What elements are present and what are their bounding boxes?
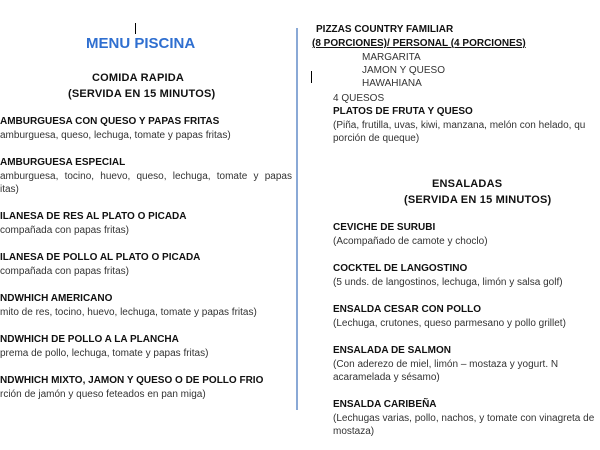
text-cursor — [135, 23, 136, 34]
menu-item-desc: (Con aderezo de miel, limón – mostaza y yogurt. N — [333, 359, 559, 370]
column-divider — [296, 28, 298, 410]
menu-item-name: NDWHICH MIXTO, JAMON Y QUESO O DE POLLO FRIO — [0, 375, 264, 386]
menu-item-name: ILANESA DE RES AL PLATO O PICADA — [0, 211, 187, 222]
menu-item-name: ENSALDA CESAR CON POLLO — [333, 304, 481, 315]
pizza-flavor: MARGARITA — [362, 52, 421, 63]
menu-item-name: ENSALDA CARIBEÑA — [333, 399, 437, 410]
menu-item-desc: rción de jamón y queso feteados en pan miga) — [0, 389, 206, 400]
fruit-plate-desc: (Piña, frutilla, uvas, kiwi, manzana, melón con helado, qu — [333, 120, 586, 131]
pizzas-sizes: (8 PORCIONES)/ PERSONAL (4 PORCIONES) — [312, 38, 526, 49]
menu-item-desc: amburguesa, tocino, huevo, queso, lechuga, tomate y papas — [0, 171, 292, 182]
menu-item-name: AMBURGUESA ESPECIAL — [0, 157, 126, 168]
menu-item-name: COCKTEL DE LANGOSTINO — [333, 263, 468, 274]
menu-item-desc: (Acompañado de camote y choclo) — [333, 236, 488, 247]
pizzas-title: PIZZAS COUNTRY FAMILIAR — [316, 24, 454, 35]
menu-item-desc: (Lechuga, crutones, queso parmesano y pollo grillet) — [333, 318, 566, 329]
menu-item-desc: mostaza) — [333, 426, 375, 437]
menu-item-name: AMBURGUESA CON QUESO Y PAPAS FRITAS — [0, 116, 220, 127]
pizza-flavor: JAMON Y QUESO — [362, 65, 445, 76]
fruit-plate-name: PLATOS DE FRUTA Y QUESO — [333, 106, 473, 117]
pizza-flavor: 4 QUESOS — [333, 93, 385, 104]
section-title-salads: ENSALADAS — [432, 178, 503, 190]
menu-item-desc: compañada con papas fritas) — [0, 266, 129, 277]
menu-item-name: CEVICHE DE SURUBI — [333, 222, 436, 233]
menu-item-desc: (5 unds. de langostinos, lechuga, limón y salsa golf) — [333, 277, 563, 288]
menu-item-desc: prema de pollo, lechuga, tomate y papas fritas) — [0, 348, 209, 359]
menu-item-desc: mito de res, tocino, huevo, lechuga, tomate y papas fritas) — [0, 307, 257, 318]
menu-item-desc: (Lechugas varias, pollo, nachos, y tomate con vinagreta de — [333, 413, 595, 424]
section-title-fast-food: COMIDA RAPIDA — [92, 72, 185, 84]
fruit-plate-desc: porción de queque) — [333, 133, 420, 144]
menu-item-desc: itas) — [0, 184, 19, 195]
menu-item-name: NDWHICH DE POLLO A LA PLANCHA — [0, 334, 179, 345]
menu-item-desc: compañada con papas fritas) — [0, 225, 129, 236]
menu-item-name: ENSALADA DE SALMON — [333, 345, 451, 356]
text-cursor — [311, 71, 312, 83]
menu-item-name: NDWHICH AMERICANO — [0, 293, 113, 304]
section-subtitle-fast-food: (SERVIDA EN 15 MINUTOS) — [68, 88, 216, 100]
page-title: MENU PISCINA — [86, 35, 196, 52]
menu-item-desc: amburguesa, queso, lechuga, tomate y papas fritas) — [0, 130, 231, 141]
menu-item-name: ILANESA DE POLLO AL PLATO O PICADA — [0, 252, 201, 263]
pizza-flavor: HAWAHIANA — [362, 78, 422, 89]
section-subtitle-salads: (SERVIDA EN 15 MINUTOS) — [404, 194, 552, 206]
menu-item-desc: acaramelada y sésamo) — [333, 372, 440, 383]
